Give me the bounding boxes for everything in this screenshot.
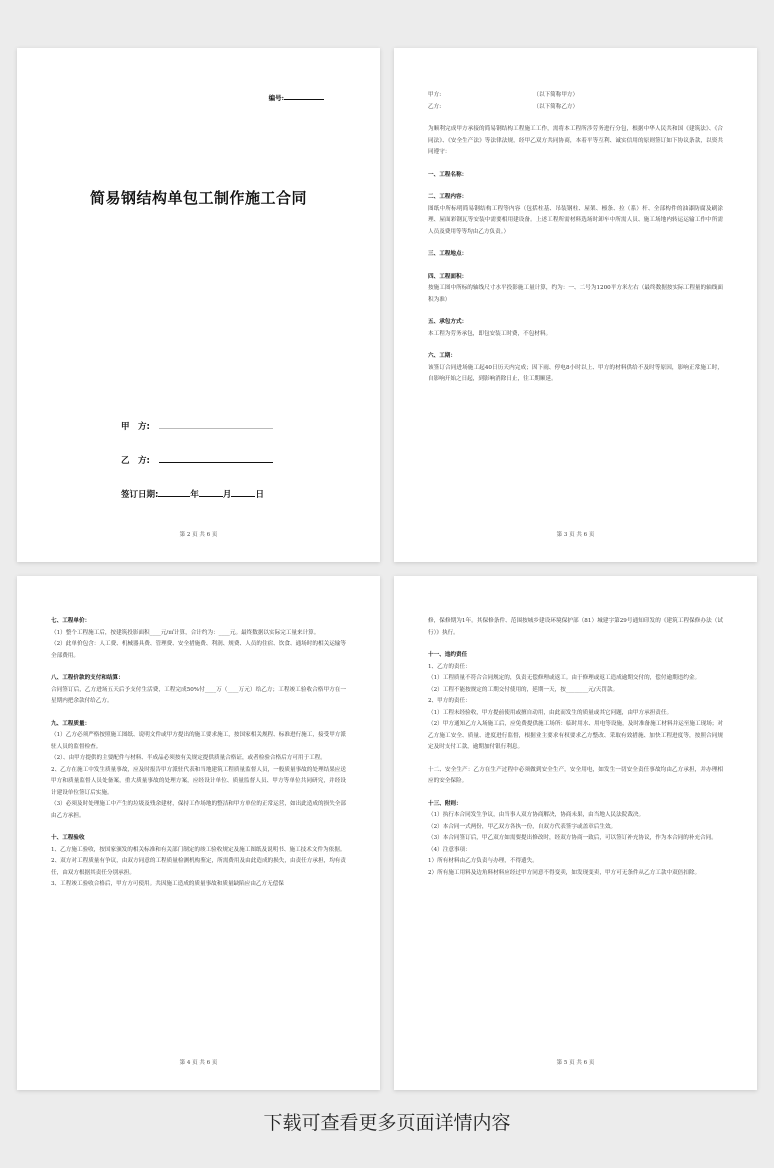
- paragraph: 乙方: （以下简称乙方）: [428, 103, 579, 110]
- paragraph: 十二、安全生产：乙方在生产过程中必须做到安全生产，安全用电，如发生一切安全责任事故均由乙方承担，并办理相应的安全保险。: [428, 766, 723, 784]
- party-b-label: 乙 方:: [121, 456, 150, 466]
- day-line: [231, 488, 255, 497]
- month-label: 月: [222, 490, 232, 500]
- paragraph: （3）本合同签订后，甲乙双方如需要提出修改时，经双方协商一致后，可以签订补充协议，作为本合同的补充合同。: [428, 835, 717, 841]
- paragraph: （1）整个工程施工后，按建筑投影面积____元/㎡计算，合计约为：____元。最终数据以实际完工量来计算。: [51, 629, 320, 636]
- contract-number-label: 编号:: [268, 94, 284, 102]
- paragraph: （1）乙方必须严格按照施工图纸、说明文件或甲方提出的施工要求施工，按国家相关规程、标准进行施工，接受甲方派驻人员的监督检查。: [51, 732, 346, 750]
- page-4: [17, 576, 380, 1090]
- paragraph: 1、乙方的责任：: [428, 663, 471, 670]
- page-footer: 第 3 页 共 6 页: [556, 532, 595, 538]
- section-heading: 三、工程地点：: [428, 251, 468, 257]
- section-heading: 十一、违约责任: [428, 652, 468, 658]
- paragraph: （1）工程质量不符合合同规定的，负责无偿修理或返工。由于修理或返工造成逾期交付的，偿付逾期违约金。: [428, 675, 701, 681]
- section-heading: 六、工期：: [428, 353, 456, 359]
- paragraph: 按施工图中所标的轴线尺寸水平投影施工量计算，约为：一、二号为1200平方米左右（最终数据按实际工程量的轴线面积为准）: [428, 285, 723, 303]
- paragraph: （1）执行本合同发生争议，由当事人双方协商解决，协商未果，由当地人民法院裁决。: [428, 812, 645, 818]
- paragraph: 合同签订后，乙方进场五天后予支付生活费，工程完成50%付____万（____万元）给乙方；工程竣工验收合格甲方在一星期内把余款付给乙方。: [51, 686, 346, 704]
- page-5-body: [428, 616, 723, 879]
- sign-date-label: 签订日期:: [121, 490, 159, 500]
- paragraph: 1）所有材料由乙方负责与办理，不得遗失。: [428, 858, 538, 864]
- year-line: [158, 488, 190, 497]
- section-heading: 五、承包方式：: [428, 319, 468, 325]
- paragraph: （3）必须及时处理施工中产生的垃圾及残余建材，保持工作场地的整洁和甲方单位的正常运营，如出此造成的损失全部由乙方承担。: [51, 801, 346, 819]
- section-heading: 七、工程单价：: [51, 618, 91, 624]
- page-footer: 第 5 页 共 6 页: [556, 1060, 595, 1066]
- download-caption: 下载可查看更多页面详情内容: [263, 1112, 511, 1134]
- paragraph: （2）本合同一式两份，甲乙双方各执一份，自双方代表签字或盖章后生效。: [428, 823, 617, 830]
- sign-date-field: [121, 488, 264, 500]
- paragraph: 修，保修期为1年。其保修条件、范围按城乡建设环境保护部（81）城建字第29号通知印发的《建筑工程保修办法（试行）》执行。: [428, 618, 723, 636]
- paragraph: 甲方: （以下简称甲方）: [428, 92, 579, 98]
- page-3-body: [428, 90, 723, 386]
- section-heading: 二、工程内容：: [428, 194, 468, 200]
- paragraph: 1、乙方施工验收，按国家颁发的相关标准和有关部门制定的竣工验收规定及施工图纸及说明书、施工技术文件为依据。: [51, 846, 346, 853]
- contract-number-line: [284, 93, 324, 100]
- paragraph: （2）此单价包含：人工费、机械器具费、管理费、安全措施费、利润、规费、人员的住宿、饮食、通场时的相关运输等全部费用。: [51, 641, 346, 659]
- page-5: [394, 576, 757, 1090]
- paragraph: 2、双方对工程质量有争议，由双方同意的工程质量检测机构鉴定，所需费用及由此造成的损失，由责任方承担，均有责任，由双方根据其责任分别承担。: [51, 858, 346, 876]
- section-heading: 一、工程名称：: [428, 171, 468, 178]
- section-heading: 九、工程质量：: [51, 720, 91, 727]
- paragraph: （2）甲方通知乙方入场施工后，应免费提供施工场所：临时用水、用电等设施，及时准备施工材料并运至施工现场；对乙方施工安全、质量、进度进行监督，根据业主要求有权要求乙方整改、采取有效措施、加快工程进度等，按照合同规定及时支付工款，逾期加付银行利息。: [428, 721, 723, 750]
- paragraph: 2）所有施工用料及边角料材料应经过甲方同意不得变卖，如发现变卖，甲方可无条件从乙方工款中双倍扣除。: [428, 869, 701, 876]
- party-a-label: 甲 方:: [121, 422, 150, 432]
- paragraph: 2、乙方在施工中发生质量事故，应及时报告甲方派驻代表和当地建筑工程质量监督人员，一般质量事故的处理结果应送甲方和质量监督人员处备案，重大质量事故的处理方案，应经设计单位、质量监督人员、甲方等单位共同研究，并经设计建设单位签订后实施。: [51, 766, 346, 796]
- party-b-field: [121, 454, 273, 466]
- section-heading: 十、工程验收: [51, 835, 85, 841]
- page-4-body: [51, 616, 346, 891]
- party-a-field: [121, 420, 273, 432]
- day-label: 日: [255, 490, 264, 500]
- page-cover: [17, 48, 380, 562]
- section-heading: 十三、附则：: [428, 800, 462, 807]
- month-line: [199, 488, 223, 497]
- paragraph: 图纸中所标明简易钢结构工程等内容（包括柱基、吊装钢柱、屋架、檩条、拉（系）杆、全部构件的油漆防腐及刷涂理、屋面彩钢瓦等安装中需要相用建设备。上述工程所需材料选场时卸车中所需人员、施工场地内转运运输工作中所需人员及费用等等均由乙方负责。）: [428, 205, 723, 235]
- page-footer: 第 2 页 共 6 页: [179, 532, 218, 538]
- section-heading: 四、工程面积：: [428, 273, 468, 280]
- paragraph: 3、工程竣工验收合格后，甲方方可使用。共因施工造成的质量事故和质量缺陷应由乙方无偿保: [51, 881, 284, 887]
- paragraph: （1）工程未经验收，甲方提前使用或擅自动用，由此而发生的质量或其它问题，由甲方承担责任。: [428, 709, 673, 716]
- page-3: [394, 48, 757, 562]
- contract-title: 简易钢结构单包工制作施工合同: [89, 189, 307, 207]
- paragraph: 该签订合同进场施工起40日历天内完成；因下雨、停电8小时以上、甲方的材料供给不及时等原因，影响正常施工时，自影响开始之日起，到影响消除日止，往工期顺延。: [428, 364, 723, 382]
- paragraph: 为顺利完成甲方承接的简易钢结构工程施工工作，需将本工程所涉劳务进行分包，根据中华人民共和国《建筑法》、《合同法》、《安全生产法》等法律法规，经甲乙双方共同协商，本着平等互利、诚实信用的原则签订如下协议条款，以资共同遵守：: [428, 126, 723, 155]
- paragraph: （2）、由甲方提供的主要配件与材料、半成品必须按有关规定提供质量合格证，或者检验合格后方可用于工程。: [51, 755, 326, 761]
- paragraph: （4）注意事项：: [428, 846, 471, 853]
- paragraph: （2）工程不能按规定的工期交付使用的，延期一天，按________元/天罚款。: [428, 686, 619, 693]
- contract-number: [269, 93, 324, 102]
- party-b-line: [159, 454, 273, 463]
- paragraph: 2、甲方的责任：: [428, 698, 471, 704]
- party-a-line: [159, 420, 273, 429]
- page-footer: 第 4 页 共 6 页: [179, 1060, 218, 1066]
- section-heading: 八、工程价款的支付和结算：: [51, 675, 124, 681]
- year-label: 年: [190, 490, 199, 500]
- paragraph: 本工程为劳务承包，即包安装工时费，不包材料。: [428, 330, 552, 337]
